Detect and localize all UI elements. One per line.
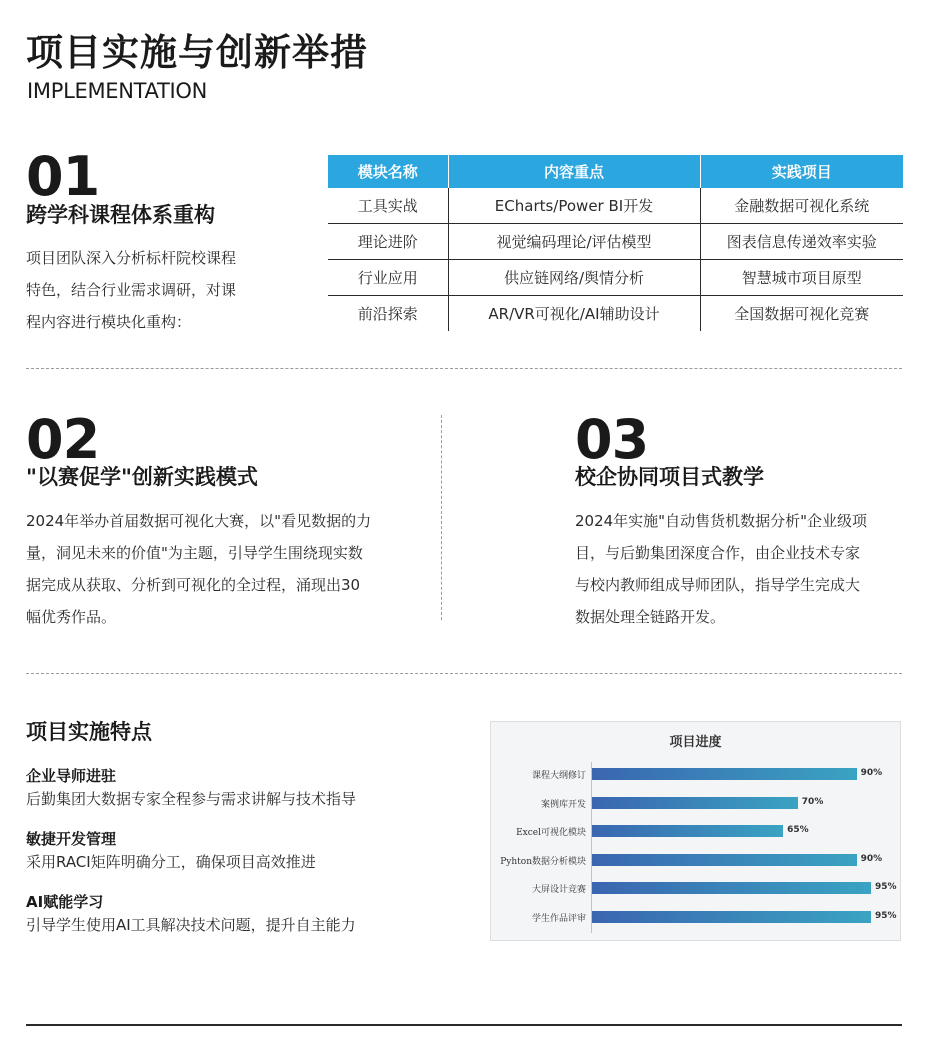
paragraph-line: 量，洞见未来的价值"为主题，引导学生围绕现实数 (26, 544, 363, 562)
chart-axis (591, 762, 592, 933)
page-subtitle: IMPLEMENTATION (27, 79, 208, 103)
table-row (328, 224, 903, 260)
bar-category-label: 案例库开发 (540, 799, 586, 810)
paragraph-line: 项目团队深入分析标杆院校课程 (26, 249, 237, 267)
section-divider (26, 673, 902, 674)
feature-desc: 后勤集团大数据专家全程参与需求讲解与技术指导 (26, 790, 357, 808)
paragraph-line: 目，与后勤集团深度合作，由企业技术专家 (575, 544, 861, 562)
table-cell: AR/VR可视化/AI辅助设计 (448, 296, 700, 332)
bar-value-label: 95% (875, 882, 897, 892)
paragraph-line: 幅优秀作品。 (26, 608, 117, 626)
section-2-paragraph (26, 505, 426, 633)
paragraph-line: 据完成从获取、分析到可视化的全过程，涌现出30 (26, 576, 361, 594)
table-header-cell: 实践项目 (700, 155, 903, 188)
section-1-number: 01 (26, 145, 100, 208)
table-header-cell: 模块名称 (328, 155, 448, 188)
table-cell: ECharts/Power BI开发 (448, 188, 700, 224)
bar-value-label: 90% (860, 768, 883, 778)
bar (592, 768, 857, 780)
feature-title: AI赋能学习 (26, 893, 104, 911)
chart-title: 项目进度 (669, 735, 722, 750)
table-row (328, 188, 903, 224)
feature-desc: 采用RACI矩阵明确分工，确保项目高效推进 (26, 853, 316, 871)
table-cell: 图表信息传递效率实验 (700, 224, 903, 260)
module-table-wrapper (328, 155, 903, 331)
bar-category-label: Pyhton数据分析模块 (500, 856, 586, 867)
section-1-heading: 跨学科课程体系重构 (26, 203, 215, 227)
bar-category-label: 学生作品评审 (531, 913, 586, 924)
paragraph-line: 2024年举办首届数据可视化大赛，以"看见数据的力 (26, 512, 372, 530)
bar (592, 882, 871, 894)
table-row (328, 260, 903, 296)
table-cell: 供应链网络/舆情分析 (448, 260, 700, 296)
bar-value-label: 65% (787, 825, 809, 835)
section-1-paragraph (26, 242, 296, 338)
bar (592, 911, 871, 923)
progress-chart (490, 721, 901, 941)
feature-title: 敏捷开发管理 (26, 830, 117, 848)
section-3-number: 03 (575, 408, 649, 471)
paragraph-line: 与校内教师组成导师团队，指导学生完成大 (575, 576, 861, 594)
feature-desc: 引导学生使用AI工具解决技术问题，提升自主能力 (26, 916, 356, 934)
module-table (328, 155, 903, 331)
table-cell: 视觉编码理论/评估模型 (448, 224, 700, 260)
page-title: 项目实施与创新举措 (26, 31, 368, 74)
table-header-row (328, 155, 903, 188)
paragraph-line: 数据处理全链路开发。 (575, 608, 726, 626)
paragraph-line: 2024年实施"自动售货机数据分析"企业级项 (575, 512, 867, 530)
section-divider (26, 368, 902, 369)
bar (592, 797, 798, 809)
paragraph-line: 程内容进行模块化重构： (26, 313, 192, 331)
section-2-heading: "以赛促学"创新实践模式 (26, 465, 258, 489)
bar-value-label: 95% (875, 910, 897, 921)
paragraph-line: 特色，结合行业需求调研，对课 (26, 281, 237, 299)
section-3-heading: 校企协同项目式教学 (575, 465, 764, 489)
table-cell: 金融数据可视化系统 (700, 188, 903, 224)
bar-value-label: 70% (801, 796, 824, 807)
column-divider (441, 415, 442, 620)
bar (592, 854, 857, 866)
table-header-cell: 内容重点 (448, 155, 700, 188)
section-3-paragraph (575, 505, 905, 633)
table-cell: 全国数据可视化竞赛 (700, 296, 903, 332)
bar-category-label: 课程大纲修订 (531, 771, 586, 781)
table-cell: 智慧城市项目原型 (700, 260, 903, 296)
features-heading: 项目实施特点 (26, 720, 152, 744)
section-2-number: 02 (26, 408, 100, 471)
bar-value-label: 90% (860, 853, 883, 864)
bar-category-label: 大屏设计竞赛 (531, 885, 586, 895)
table-cell: 理论进阶 (328, 224, 448, 260)
bottom-rule (26, 1024, 902, 1026)
bar-category-label: Excel可视化模块 (516, 828, 586, 838)
feature-title: 企业导师进驻 (26, 767, 117, 785)
table-cell: 行业应用 (328, 260, 448, 296)
table-cell: 工具实战 (328, 188, 448, 224)
table-row (328, 296, 903, 332)
bar (592, 825, 783, 837)
table-cell: 前沿探索 (357, 305, 418, 323)
